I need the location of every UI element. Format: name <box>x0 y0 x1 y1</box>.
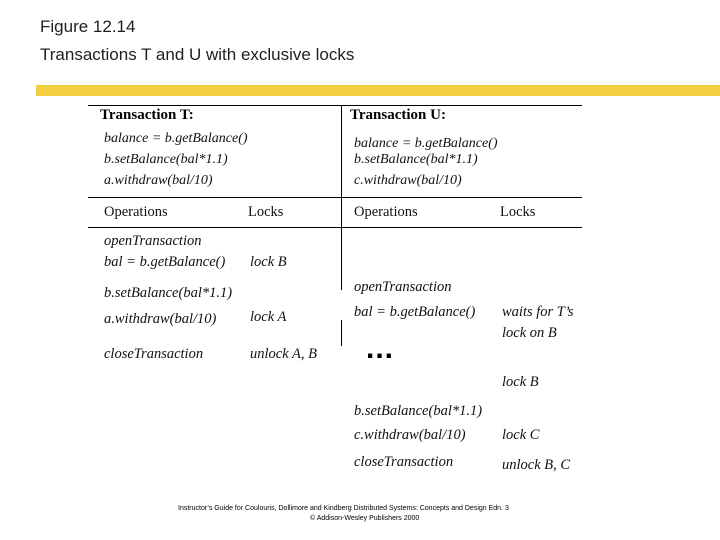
t-operations-header: Operations <box>104 204 168 220</box>
figure-number: Figure 12.14 <box>40 17 136 36</box>
t-operation: openTransaction <box>104 233 202 249</box>
t-lock: lock B <box>250 254 287 270</box>
t-lock: lock A <box>250 309 287 325</box>
column-header-divider <box>88 227 582 228</box>
u-lock: waits for T’s <box>502 304 574 320</box>
u-operation: openTransaction <box>354 279 452 295</box>
transaction-t-header: Transaction T: <box>100 107 194 123</box>
u-ellipsis: ... <box>366 332 395 365</box>
t-locks-header: Locks <box>248 204 284 220</box>
u-locks-header: Locks <box>500 204 536 220</box>
column-divider-upper <box>341 105 342 290</box>
u-code-line: b.setBalance(bal*1.1) <box>354 152 478 167</box>
footer-copyright: © Addison-Wesley Publishers 2000 <box>310 515 420 522</box>
u-operation: b.setBalance(bal*1.1) <box>354 403 483 419</box>
t-operation: b.setBalance(bal*1.1) <box>104 285 233 301</box>
u-operation: bal = b.getBalance() <box>354 304 476 320</box>
column-divider-lower <box>341 320 342 346</box>
t-code-line: b.setBalance(bal*1.1) <box>104 152 228 167</box>
figure-caption: Transactions T and U with exclusive locks <box>40 45 355 64</box>
u-lock: unlock B, C <box>502 457 571 473</box>
u-lock: lock C <box>502 427 540 443</box>
t-code-line: a.withdraw(bal/10) <box>104 173 213 188</box>
t-code-line: balance = b.getBalance() <box>104 131 248 146</box>
accent-bar <box>36 85 720 96</box>
u-lock: lock B <box>502 374 539 390</box>
u-operations-header: Operations <box>354 204 418 220</box>
transaction-u-header: Transaction U: <box>350 107 446 123</box>
t-operation: bal = b.getBalance() <box>104 254 226 270</box>
u-operation: c.withdraw(bal/10) <box>354 427 466 443</box>
table-top-border <box>88 105 582 106</box>
footer-credit: Instructor’s Guide for Coulouris, Dollimore and Kindberg Distributed Systems: Concepts and Design Edn. 3 <box>178 505 509 512</box>
u-code-line: balance = b.getBalance() <box>354 136 498 151</box>
t-operation: a.withdraw(bal/10) <box>104 311 217 327</box>
u-operation: closeTransaction <box>354 454 454 470</box>
u-lock: lock on B <box>502 325 557 341</box>
t-operation: closeTransaction <box>104 346 204 362</box>
code-divider <box>88 197 582 198</box>
t-lock: unlock A, B <box>250 346 317 362</box>
u-code-line: c.withdraw(bal/10) <box>354 173 462 188</box>
